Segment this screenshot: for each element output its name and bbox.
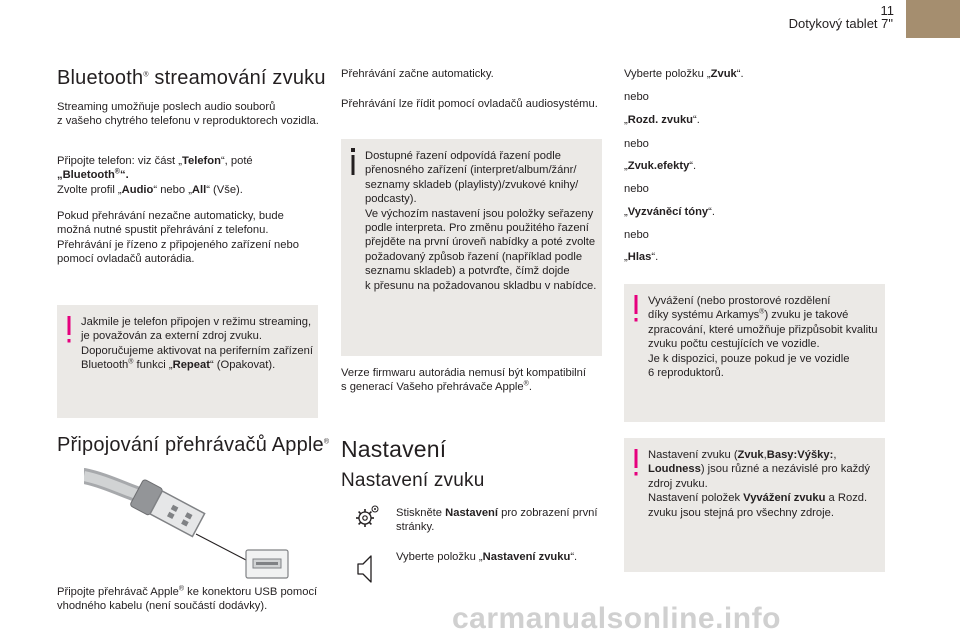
warning-box-streaming [57, 305, 318, 418]
controls-text: Přehrávání lze řídit pomocí ovladačů audiosystému. [341, 98, 598, 110]
apple-players-heading: Připojování přehrávačů Apple® [57, 434, 330, 456]
usb-cable-illustration-icon [84, 462, 290, 580]
or-text: nebo [624, 138, 649, 150]
connect-phone-instructions: Připojte telefon: viz část „Telefon“, poté „Bluetooth®“. Zvolte profil „Audio“ nebo „All“ (Vše). [57, 155, 253, 196]
warning-exclamation-icon [63, 315, 75, 345]
speaker-icon [354, 553, 380, 585]
firmware-note: Verze firmwaru autorádia nemusí být kompatibilní s generací Vašeho přehrávače Apple®. [341, 367, 586, 394]
settings-gear-icon [354, 504, 380, 530]
section-title: Dotykový tablet 7" [788, 16, 893, 31]
or-text: nebo [624, 229, 649, 241]
warning-text: Jakmile je telefon připojen v režimu streaming, je považován za externí zdroj zvuku. Doporučujeme aktivovat na periferním zařízení Bluetooth® funkci „Repeat“ (Opakovat). [81, 316, 313, 372]
settings-heading: Nastavení [341, 436, 447, 462]
page-number: 11 [880, 3, 894, 18]
warning-box-sound-sources [624, 438, 885, 572]
step-press-settings: Stiskněte Nastavení pro zobrazení první stránky. [396, 507, 598, 534]
watermark: carmanualsonline.info [452, 602, 781, 635]
warning-exclamation-icon [630, 294, 642, 324]
option-distribution: „Rozd. zvuku“. [624, 114, 700, 126]
balance-warning-text: Vyvážení (nebo prostorové rozdělení díky systému Arkamys®) zvuku je takové zpracování, které umožňuje přizpůsobit kvalitu zvuku počtu cestujících ve vozidle. Je k dispozici, pouze pokud je ve vozidle 6 reproduktorů. [648, 295, 878, 380]
option-ringtones: „Vyzváněcí tóny“. [624, 206, 715, 218]
autoplay-text: Přehrávání začne automaticky. [341, 68, 494, 80]
info-text: Dostupné řazení odpovídá řazení podle přenosného zařízení (interpret/album/žánr/ seznamy skladeb (playlisty)/zvukové knihy/ podcasty). Ve výchozím nastavení jsou položky seřazeny podle interpreta. Pro změnu použitého řazení přejděte na první úroveň nabídky a poté zvolte požadovaný způsob řazení (například podle seznamu skladeb) a potvrďte, čímž dojde k přesunu na požadovanou skladbu v nabídce. [365, 150, 597, 292]
warning-box-balance [624, 284, 885, 422]
or-text: nebo [624, 91, 649, 103]
or-text: nebo [624, 183, 649, 195]
playback-note: Pokud přehrávání nezačne automaticky, bude možná nutné spustit přehrávání z telefonu. Přehrávání je řízeno z připojeného zařízení nebo pomocí ovladačů autorádia. [57, 210, 299, 266]
sound-sources-warning-text: Nastavení zvuku (Zvuk,Basy:Výšky:, Loudness) jsou různé a nezávislé pro každý zdroj zvuku. Nastavení položek Vyvážení zvuku a Rozd. zvuku jsou stejná pro všechny zdroje. [648, 449, 870, 519]
option-effects: „Zvuk.efekty“. [624, 160, 697, 172]
apple-connect-text: Připojte přehrávač Apple® ke konektoru USB pomocí vhodného kabelu (není součástí dodávky). [57, 585, 318, 613]
page-tab-marker [906, 0, 960, 38]
bluetooth-streaming-heading: Bluetooth® streamování zvuku [57, 67, 326, 89]
info-box-sorting [341, 139, 602, 356]
warning-exclamation-icon [630, 448, 642, 478]
audio-settings-subheading: Nastavení zvuku [341, 470, 485, 491]
option-voice: „Hlas“. [624, 251, 659, 263]
step-select-audio-settings: Vyberte položku „Nastavení zvuku“. [396, 551, 578, 563]
select-sound-line: Vyberte položku „Zvuk“. [624, 68, 744, 80]
info-i-icon [347, 147, 359, 177]
streaming-intro: Streaming umožňuje poslech audio souborů z vašeho chytrého telefonu v reproduktorech vozidla. [57, 101, 319, 128]
